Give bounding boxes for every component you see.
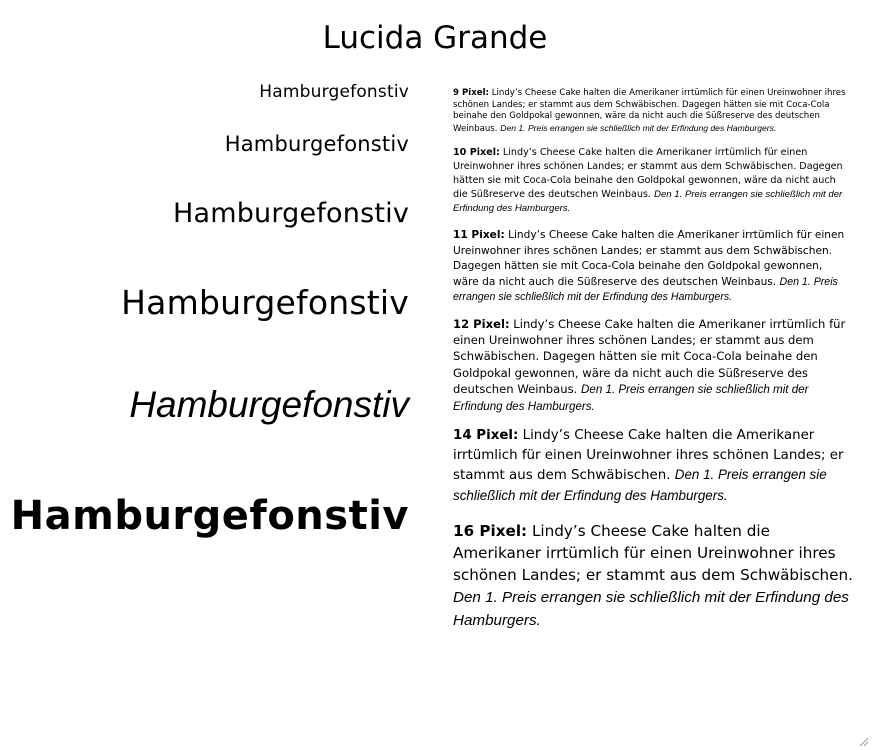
paragraph-body: Lindy’s Cheese Cake halten die Amerikaner irrtümlich für einen Ureinwohner ihres schönen Landes; er stammt aus dem Schwäbischen. [453,428,844,483]
sample-paragraph-11px [453,228,848,306]
paragraph-italic: Den 1. Preis errangen sie schließlich mit der Erfindung des Hamburgers. [453,467,827,503]
resize-grip-icon[interactable] [857,735,869,747]
paragraph-label: 9 Pixel: [453,88,489,98]
paragraph-label: 12 Pixel: [453,317,510,331]
paragraph-label: 10 Pixel: [453,147,500,158]
paragraph-label: 11 Pixel: [453,229,505,241]
paragraph-body: Lindy’s Cheese Cake halten die Amerikaner irrtümlich für einen Ureinwohner ihres schönen Landes; er stammt aus dem Schwäbischen. [453,522,853,584]
font-sample: Hamburgefonstiv [224,132,409,156]
sample-paragraph-9px [453,88,855,135]
font-sample: Hamburgefonstiv [172,198,409,229]
paragraph-italic: Den 1. Preis errangen sie schließlich mit der Erfindung des Hamburgers. [453,189,843,214]
paragraph-label: 14 Pixel: [453,428,519,443]
font-sample: Hamburgefonstiv [259,82,409,102]
page-title: Lucida Grande [322,20,548,56]
paragraph-italic: Den 1. Preis errangen sie schließlich mit der Erfindung des Hamburgers. [453,275,838,303]
paragraph-body: Lindy’s Cheese Cake halten die Amerikaner irrtümlich für einen Ureinwohner ihres schönen Landes; er stammt aus dem Schwäbischen. Dagegen hätten sie mit Coca-Cola beinahe den Goldpokal gewonnen, wäre da nicht auch die Süßreserve des deutschen Weinbaus. [453,317,846,396]
sample-paragraph-14px [453,426,853,506]
paragraph-body: Lindy’s Cheese Cake halten die Amerikaner irrtümlich für einen Ureinwohner ihres schönen Landes; er stammt aus dem Schwäbischen. Dagegen hätten sie mit Coca-Cola beinahe den Goldpokal gewonnen, wäre da nicht auch die Süßreserve des deutschen Weinbaus. [453,147,843,200]
paragraph-body: Lindy’s Cheese Cake halten die Amerikaner irrtümlich für einen Ureinwohner ihres schönen Landes; er stammt aus dem Schwäbischen. Dagegen hätten sie mit Coca-Cola beinahe den Goldpokal gewonnen, wäre da nicht auch die Süßreserve des deutschen Weinbaus. [453,229,845,288]
paragraph-label: 16 Pixel: [453,522,528,540]
font-sample: Hamburgefonstiv [121,283,409,322]
font-sample-bold: Hamburgefonstiv [10,493,409,539]
paragraph-body: Lindy’s Cheese Cake halten die Amerikaner irrtümlich für einen Ureinwohner ihres schönen Landes; er stammt aus dem Schwäbischen. Dagegen hätten sie mit Coca-Cola beinahe den Goldpokal gewonnen, wäre da nicht auch die Süßreserve des deutschen Weinbaus. [453,88,846,134]
sample-paragraph-10px [453,146,853,216]
font-sample-italic: Hamburgefonstiv [129,384,409,425]
paragraph-italic: Den 1. Preis errangen sie schließlich mit der Erfindung des Hamburgers. [500,122,777,133]
paragraph-italic: Den 1. Preis errangen sie schließlich mit der Erfindung des Hamburgers. [453,382,809,414]
paragraph-italic: Den 1. Preis errangen sie schließlich mit der Erfindung des Hamburgers. [453,589,849,629]
sample-paragraph-16px [453,520,853,632]
sample-paragraph-12px [453,316,853,415]
